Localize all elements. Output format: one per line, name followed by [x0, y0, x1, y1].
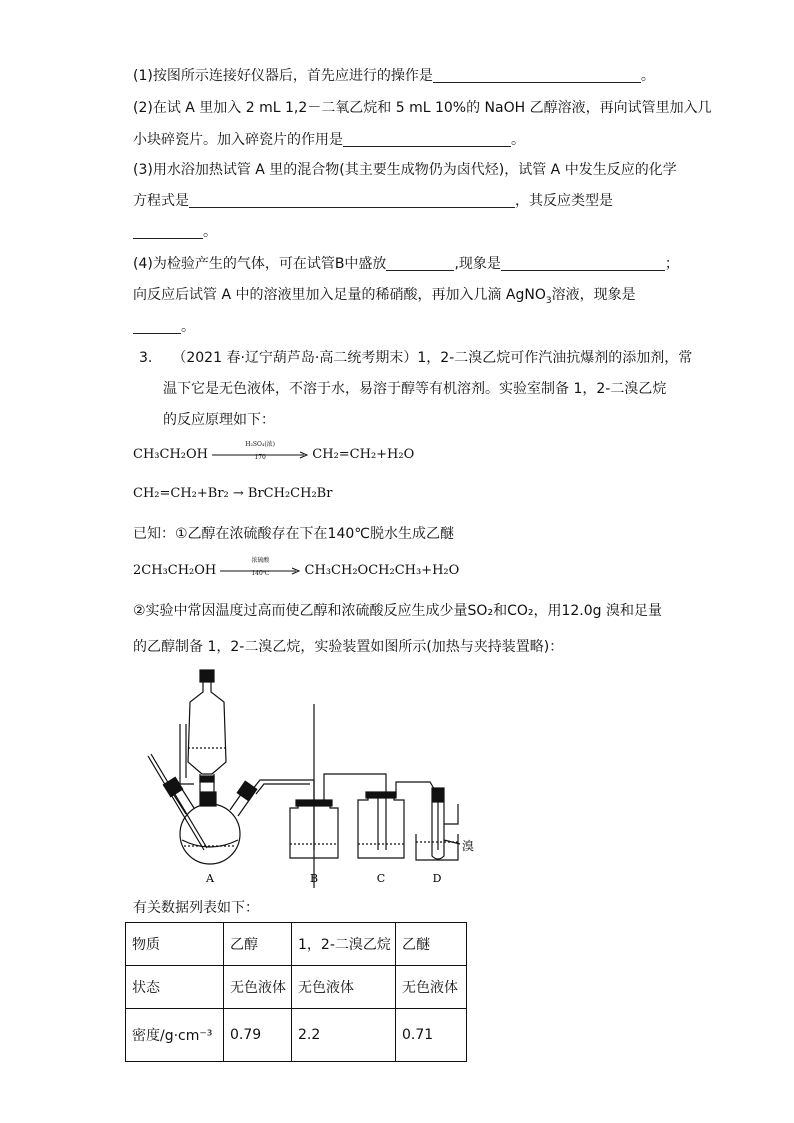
answer-blank[interactable] — [501, 256, 665, 271]
question-1: (1)按图所示连接好仪器后，首先应进行的操作是 。 — [133, 68, 655, 84]
question-4-line-1: (4)为检验产生的气体，可在试管B中盛放 ,现象是 ； — [133, 256, 679, 272]
answer-blank[interactable] — [189, 193, 515, 208]
reaction-ethanol-dehydration: CH₃CH₂OH H₂SO₄(浓) 170 CH₂=CH₂+H₂O — [133, 440, 415, 462]
question-2-line-2: 小块碎瓷片。加入碎瓷片的作用是 。 — [133, 132, 525, 148]
question-3-line-2: 方程式是 ，其反应类型是 — [133, 193, 613, 209]
label-a: A — [206, 872, 214, 885]
question-4-line-2: 向反应后试管 A 中的溶液里加入足量的稀硝酸，再加入几滴 AgNO$_3$溶液，现象是 — [133, 287, 636, 306]
reaction-arrow: 浓硫酸 140℃ — [220, 567, 300, 575]
label-c: C — [376, 872, 386, 885]
problem-3-line-3: 的反应原理如下： — [163, 412, 275, 428]
table-caption: 有关数据列表如下： — [133, 900, 259, 916]
reaction-bromination: CH₂=CH₂+Br₂ → BrCH₂CH₂Br — [133, 486, 333, 501]
question-3-line-1: (3)用水浴加热试管 A 里的混合物(其主要生成物仍为卤代烃)，试管 A 中发生反应的化学 — [133, 162, 677, 178]
question-1-text: (1)按图所示连接好仪器后，首先应进行的操作是 — [133, 68, 433, 84]
label-bromine: 溴 — [462, 839, 475, 853]
reaction-ether-formation: 2CH₃CH₂OH 浓硫酸 140℃ CH₃CH₂OCH₂CH₃+H₂O — [133, 556, 460, 578]
question-3-line-3: 。 — [133, 222, 217, 242]
data-table — [125, 922, 467, 1062]
answer-blank[interactable] — [343, 132, 511, 147]
funnel-stopper — [200, 670, 214, 682]
pressure-arm — [180, 724, 194, 784]
known-note-2-line-2: 的乙醇制备 1，2-二溴乙烷，实验装置如图所示(加热与夹持装置略)： — [133, 639, 564, 655]
table-row: 物质 乙醇 1，2-二溴乙烷 乙醚 — [126, 923, 467, 966]
answer-blank[interactable] — [433, 68, 641, 83]
reaction-arrow: H₂SO₄(浓) 170 — [212, 451, 308, 459]
three-neck-flask — [180, 804, 240, 864]
apparatus-diagram — [140, 664, 500, 888]
thermometer — [148, 756, 204, 850]
question-2-line-1: (2)在试 A 里加入 2 mL 1,2－二氧乙烷和 5 mL 10%的 NaOH 乙醇溶液，再向试管里加入几 — [133, 100, 712, 116]
answer-blank[interactable] — [133, 224, 203, 239]
problem-number: 3. — [139, 350, 153, 366]
label-b: B — [309, 872, 319, 885]
beaker — [416, 834, 458, 860]
problem-3-line-2: 温下它是无色液体，不溶于水，易溶于醇等有机溶剂。实验室制备 1，2-二溴乙烷 — [163, 381, 667, 397]
known-note-2-line-1: ②实验中常因温度过高而使乙醇和浓硫酸反应生成少量SO₂和CO₂，用12.0g 溴和足量 — [133, 603, 662, 619]
table-row: 状态 无色液体 无色液体 无色液体 — [126, 966, 467, 1009]
question-4-line-3: 。 — [133, 317, 195, 337]
problem-3-line-1: 3. （2021 春·辽宁葫芦岛·高二统考期末）1，2-二溴乙烷可作汽油抗爆剂的添加剂，常 — [139, 350, 693, 366]
dropping-funnel — [188, 682, 226, 774]
answer-blank[interactable] — [386, 256, 454, 271]
label-d: D — [432, 872, 442, 885]
table-row: 密度/g·cm⁻³ 0.79 2.2 0.71 — [126, 1009, 467, 1062]
known-note-1: 已知：①乙醇在浓硫酸存在下在140℃脱水生成乙醚 — [133, 526, 454, 542]
answer-blank[interactable] — [133, 319, 181, 334]
